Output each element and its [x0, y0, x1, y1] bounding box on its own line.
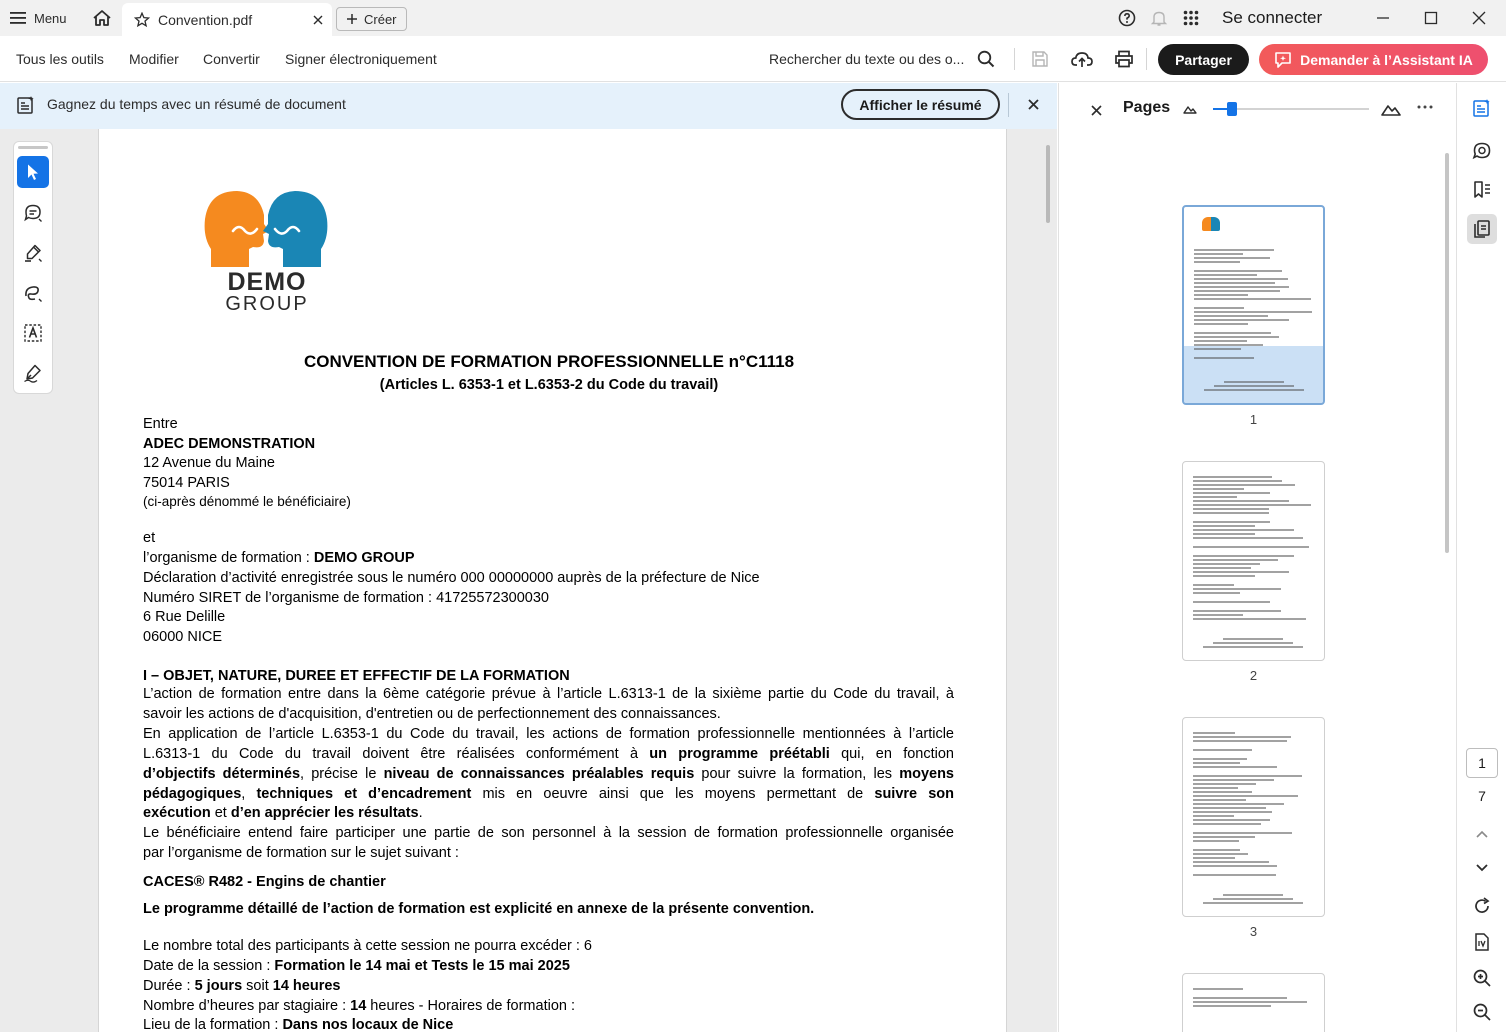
- thumbnail-footer-line: [1223, 894, 1283, 896]
- thumbnail-text-line: [1193, 791, 1252, 793]
- draw-tool-button[interactable]: [17, 277, 49, 309]
- quick-tools-panel: [13, 141, 53, 394]
- thumbnail-text-line: [1194, 253, 1243, 255]
- thumbnail-text-line: [1193, 537, 1303, 539]
- minimize-icon: [1376, 11, 1390, 25]
- thumbnail-text-line: [1193, 476, 1272, 478]
- page-thumbnail-4[interactable]: [1182, 973, 1325, 1032]
- e-sign-menu[interactable]: Signer électroniquement: [285, 51, 437, 67]
- p2-l3-bold-2: niveau de connaissances préalables requis: [383, 766, 695, 782]
- thumbnail-text-line: [1194, 278, 1288, 280]
- thumbnail-text-line: [1193, 874, 1276, 876]
- show-summary-button[interactable]: Afficher le résumé: [841, 89, 1000, 120]
- thumbnail-text-line: [1193, 529, 1294, 531]
- p2-l4-comma: ,: [241, 786, 257, 802]
- thumbnail-text-line: [1193, 588, 1281, 590]
- thumbnail-text-line: [1194, 274, 1257, 276]
- thumbnail-footer-line: [1223, 638, 1283, 640]
- date-value: Formation le 14 mai et Tests le 15 mai 2025: [274, 958, 570, 974]
- thumbnail-text-line: [1194, 311, 1312, 313]
- client-address-line1: 12 Avenue du Maine: [143, 455, 275, 471]
- thumbnail-text-line: [1194, 282, 1275, 284]
- save-icon: [1031, 50, 1049, 68]
- p2-l2-text: L.6313-1 du Code du travail doivent être réalisées conformément à: [143, 746, 650, 762]
- toolbar-divider: [1146, 48, 1147, 70]
- demo-group-logo: [203, 187, 333, 317]
- thumbnail-text-line: [1193, 997, 1287, 999]
- thumbnail-text-line: [1193, 584, 1234, 586]
- thumbnail-text-line: [1193, 988, 1243, 990]
- cloud-upload-button[interactable]: [1070, 47, 1094, 71]
- thumbnail-text-line: [1193, 865, 1277, 867]
- pages-panel-title: Pages: [1123, 99, 1171, 116]
- zoom-out-button[interactable]: [1467, 997, 1497, 1027]
- ai-summary-rail-button[interactable]: [1467, 93, 1497, 123]
- menu-label: Menu: [34, 10, 67, 26]
- thumbnail-text-line: [1194, 298, 1311, 300]
- sign-in-link[interactable]: Se connecter: [1222, 8, 1323, 27]
- banner-divider: [1008, 93, 1009, 117]
- client-name: ADEC DEMONSTRATION: [143, 436, 316, 452]
- thumbnail-text-line: [1193, 555, 1294, 557]
- thumbnail-text-line: [1194, 348, 1241, 350]
- document-viewer: [0, 129, 1057, 1032]
- zoom-in-button[interactable]: [1467, 963, 1497, 993]
- small-thumbnails-icon[interactable]: [1183, 103, 1197, 115]
- p2-l2-bold: un programme préétabli: [649, 746, 830, 762]
- comment-add-icon: [23, 203, 43, 223]
- thumbnail-text-line: [1193, 610, 1281, 612]
- text-box-icon: [23, 323, 43, 343]
- close-icon: [1028, 99, 1039, 110]
- rotate-icon: [1472, 896, 1492, 916]
- thumbnail-zoom-slider[interactable]: [1213, 108, 1369, 110]
- thumbnail-text-line: [1193, 803, 1284, 805]
- thumbnail-logo: [1202, 217, 1220, 231]
- annex-note: Le programme détaillé de l’action de formation est explicité en annexe de la présente convention.: [143, 901, 815, 917]
- pages-icon: [1472, 219, 1492, 239]
- p2-l2-text-end: qui, en fonction: [829, 746, 954, 762]
- chevron-down-icon: [1475, 863, 1489, 873]
- p2-l3-bold-3: moyens: [899, 766, 954, 782]
- page-thumbnail-1[interactable]: [1182, 205, 1325, 405]
- summary-banner: [0, 83, 1057, 129]
- ai-assistant-label: Demander à l’Assistant IA: [1300, 51, 1473, 68]
- bookmark-icon: [1472, 180, 1492, 200]
- save-button[interactable]: [1028, 47, 1052, 71]
- thumbnail-text-line: [1193, 496, 1237, 498]
- create-button[interactable]: [336, 7, 407, 31]
- thumbnail-text-line: [1193, 559, 1278, 561]
- thumbnail-text-line: [1194, 249, 1274, 251]
- pages-panel-scrollbar[interactable]: [1445, 153, 1449, 553]
- thumbnail-text-line: [1194, 323, 1248, 325]
- more-icon: [1417, 105, 1433, 109]
- thumbnail-text-line: [1193, 618, 1306, 620]
- banner-message: Gagnez du temps avec un résumé de document: [47, 96, 346, 112]
- fit-page-icon: [1472, 932, 1492, 952]
- ai-assistant-button[interactable]: [1259, 44, 1488, 75]
- fit-page-button[interactable]: [1467, 927, 1497, 957]
- org-address-line2: 06000 NICE: [143, 629, 222, 645]
- pdf-page: [98, 129, 1007, 1032]
- duration-hours: 14 heures: [272, 978, 341, 994]
- thumbnail-text-line: [1193, 840, 1239, 842]
- comments-rail-button[interactable]: [1467, 136, 1497, 166]
- thumbnail-text-line: [1194, 332, 1271, 334]
- thumbnail-text-line: [1193, 480, 1282, 482]
- thumbnail-text-line: [1193, 592, 1240, 594]
- thumbnail-text-line: [1193, 787, 1238, 789]
- thumbnail-text-line: [1194, 294, 1248, 296]
- duration-line: [143, 977, 340, 995]
- thumbnail-text-line: [1193, 512, 1269, 514]
- search-input[interactable]: Rechercher du texte ou des o...: [769, 51, 965, 67]
- thumbnail-footer-line: [1213, 898, 1293, 900]
- session-date-line: [143, 957, 570, 975]
- maximize-button[interactable]: [1420, 0, 1442, 36]
- thumbnail-text-line: [1193, 815, 1234, 817]
- previous-page-button[interactable]: [1467, 819, 1497, 849]
- page-thumbnail-2[interactable]: [1182, 461, 1325, 661]
- participants-line: Le nombre total des participants à cette session ne pourra excéder : 6: [143, 938, 592, 954]
- p2-l4-bold-2: techniques et d’encadrement: [256, 786, 472, 802]
- p2-l4-text: mis en oeuvre ainsi que les moyens permettant de: [471, 786, 875, 802]
- thumbnail-text-line: [1193, 601, 1270, 603]
- thumbnail-text-line: [1193, 849, 1240, 851]
- org-prefix: l’organisme de formation :: [143, 550, 314, 566]
- p2-l5-bold-2: d’en apprécier les résultats: [230, 805, 419, 821]
- and-label: et: [143, 530, 156, 546]
- p2-l5-period: .: [418, 805, 423, 821]
- hamburger-icon: [10, 11, 26, 25]
- thumbnail-text-line: [1193, 508, 1269, 510]
- select-tool-button[interactable]: [17, 156, 49, 188]
- org-address-line1: 6 Rue Delille: [143, 609, 226, 625]
- maximize-icon: [1424, 11, 1438, 25]
- thumbnail-text-line: [1194, 286, 1289, 288]
- hours-value: 14: [350, 998, 367, 1014]
- thumbnail-text-line: [1194, 344, 1263, 346]
- thumbnail-text-line: [1193, 758, 1247, 760]
- thumbnail-footer-line: [1213, 642, 1293, 644]
- course-title: CACES® R482 - Engins de chantier: [143, 874, 386, 890]
- client-address-line2: 75014 PARIS: [143, 475, 230, 491]
- place-label: Lieu de la formation :: [143, 1017, 283, 1032]
- thumbnail-text-line: [1193, 1001, 1307, 1003]
- thumbnail-footer-line: [1214, 385, 1294, 387]
- siret-line: Numéro SIRET de l’organisme de formation : 41725572300030: [143, 590, 549, 606]
- logo-text-group: GROUP: [225, 293, 309, 315]
- thumbnail-text-line: [1194, 357, 1254, 359]
- next-page-button[interactable]: [1467, 853, 1497, 883]
- paragraph-3-line2: par l’organisme de formation sur le sujet suivant :: [143, 845, 459, 861]
- close-tab-icon[interactable]: [312, 14, 324, 26]
- close-icon: [1091, 105, 1102, 116]
- thumbnail-text-line: [1194, 319, 1289, 321]
- thumbnail-text-line: [1193, 571, 1289, 573]
- thumbnail-text-line: [1193, 546, 1309, 548]
- star-icon[interactable]: [134, 12, 150, 28]
- p2-l4-bold-3: suivre son: [874, 786, 955, 802]
- current-page-input[interactable]: 1: [1466, 748, 1498, 778]
- thumbnail-text-line: [1193, 614, 1243, 616]
- thumbnail-text-line: [1193, 488, 1244, 490]
- minimize-button[interactable]: [1372, 0, 1394, 36]
- signature-pen-icon: [23, 363, 43, 383]
- paragraph-3-line1: Le bénéficiaire entend faire participer une partie de son personnel à la session de formation professionnelle organisée: [143, 825, 954, 841]
- highlighter-icon: [23, 243, 43, 263]
- pages-rail-button[interactable]: [1467, 214, 1497, 244]
- thumbnail-text-line: [1194, 261, 1240, 263]
- bookmarks-rail-button[interactable]: [1467, 175, 1497, 205]
- create-label: Créer: [364, 11, 397, 27]
- declaration-line: Déclaration d’activité enregistrée sous le numéro 000 00000000 auprès de la préfecture de Nice: [143, 570, 760, 586]
- thumbnail-text-line: [1194, 340, 1247, 342]
- share-button[interactable]: Partager: [1158, 44, 1249, 75]
- thumbnail-text-line: [1193, 811, 1272, 813]
- thumbnail-text-line: [1193, 567, 1251, 569]
- between-label: Entre: [143, 416, 178, 432]
- document-subtitle: (Articles L. 6353-1 et L.6353-2 du Code du travail): [379, 377, 719, 393]
- thumbnail-text-line: [1193, 783, 1256, 785]
- thumbnail-footer-line: [1224, 381, 1284, 383]
- edit-menu[interactable]: Modifier: [129, 51, 179, 67]
- thumbnail-text-line: [1193, 861, 1269, 863]
- client-note: (ci-après dénommé le bénéficiaire): [143, 494, 351, 509]
- thumbnail-text-line: [1194, 270, 1282, 272]
- thumbnail-text-line: [1193, 740, 1287, 742]
- thumbnail-text-line: [1193, 836, 1255, 838]
- thumbnail-text-line: [1193, 779, 1274, 781]
- thumbnail-text-line: [1193, 799, 1246, 801]
- freehand-draw-icon: [23, 283, 43, 303]
- hours-line: [143, 997, 575, 1015]
- all-tools-menu[interactable]: Tous les outils: [16, 51, 104, 67]
- search-icon: [977, 50, 995, 68]
- ai-assistant-icon: [1274, 51, 1292, 69]
- p2-l3-text-2: pour suivre la formation, les: [694, 766, 900, 782]
- duration-label: Durée :: [143, 978, 195, 994]
- paragraph-2-line3: [143, 764, 954, 784]
- zoom-in-icon: [1472, 968, 1492, 988]
- toolbar-divider: [1014, 48, 1015, 70]
- thumbnail-zoom-knob[interactable]: [1227, 102, 1237, 116]
- thumbnail-text-line: [1193, 525, 1255, 527]
- p2-l5-text: et: [210, 805, 231, 821]
- section-1-title: I – OBJET, NATURE, DUREE ET EFFECTIF DE LA FORMATION: [143, 668, 570, 684]
- visible-area-overlay[interactable]: [1184, 346, 1323, 405]
- p2-l3-text-1: , précise le: [300, 766, 384, 782]
- thumbnail-text-line: [1193, 749, 1252, 751]
- ai-document-icon: [1472, 98, 1492, 118]
- close-window-button[interactable]: [1468, 0, 1490, 36]
- notifications-button[interactable]: [1148, 0, 1170, 36]
- add-text-tool-button[interactable]: [17, 317, 49, 349]
- duration-days: 5 jours: [194, 978, 243, 994]
- search-button[interactable]: [974, 47, 998, 71]
- page-thumbnail-label-1: 1: [1249, 412, 1258, 427]
- p2-l5-bold-1: exécution: [143, 805, 211, 821]
- comment-icon: [1472, 141, 1492, 161]
- document-title: CONVENTION DE FORMATION PROFESSIONNELLE n°C1118: [303, 352, 795, 371]
- highlight-tool-button[interactable]: [17, 237, 49, 269]
- menu-button[interactable]: [10, 0, 67, 36]
- thumbnail-text-line: [1193, 807, 1266, 809]
- page-thumbnail-label-3: 3: [1249, 924, 1258, 939]
- thumbnail-text-line: [1193, 504, 1311, 506]
- p2-l4-bold-1: pédagogiques: [143, 786, 242, 802]
- thumbnail-text-line: [1193, 500, 1289, 502]
- page-thumbnail-label-2: 2: [1249, 668, 1258, 683]
- hours-label: Nombre d’heures par stagiaire :: [143, 998, 351, 1014]
- more-options-button[interactable]: [1415, 97, 1435, 117]
- org-line: [143, 549, 415, 567]
- tab-convention-pdf[interactable]: [122, 3, 332, 36]
- thumbnail-text-line: [1193, 832, 1292, 834]
- thumbnail-text-line: [1193, 823, 1261, 825]
- rotate-button[interactable]: [1467, 891, 1497, 921]
- thumbnail-text-line: [1194, 315, 1268, 317]
- thumbnail-text-line: [1194, 307, 1244, 309]
- pages-panel: [1058, 83, 1456, 1032]
- hours-suffix: heures - Horaires de formation :: [366, 998, 576, 1014]
- comment-tool-button[interactable]: [17, 197, 49, 229]
- thumbnail-text-line: [1193, 857, 1235, 859]
- thumbnail-text-line: [1194, 257, 1270, 259]
- place-line: [143, 1016, 453, 1032]
- thumbnail-text-line: [1193, 492, 1270, 494]
- tab-title: Convention.pdf: [158, 11, 253, 28]
- zoom-out-icon: [1472, 1002, 1492, 1022]
- convert-menu[interactable]: Convertir: [203, 51, 260, 67]
- home-icon: [92, 9, 112, 27]
- thumbnail-text-line: [1193, 533, 1255, 535]
- logo-heads-icon: [203, 187, 333, 275]
- chevron-up-icon: [1475, 829, 1489, 839]
- thumbnail-text-line: [1193, 766, 1277, 768]
- close-icon: [1472, 11, 1486, 25]
- org-name: DEMO GROUP: [313, 550, 415, 566]
- main-toolbar: [0, 36, 1506, 82]
- paragraph-1-line2: savoir les actions de d'acquisition, d'entretien ou de perfectionnement des connaissances.: [143, 706, 721, 722]
- thumbnail-footer-line: [1203, 646, 1303, 648]
- thumbnail-text-line: [1193, 732, 1235, 734]
- title-bar: [0, 0, 1506, 36]
- paragraph-1-line1: L’action de formation entre dans la 6ème catégorie prévue à l’article L.6313-1 de la sixième partie du Code du travail, à: [143, 686, 954, 702]
- place-value: Dans nos locaux de Nice: [282, 1017, 454, 1032]
- cloud-upload-icon: [1071, 50, 1093, 68]
- thumbnail-text-line: [1193, 853, 1248, 855]
- paragraph-2-line1: En application de l’article L.6353-1 du Code du travail, les actions de formation professionnelle mentionnées à l’article: [143, 726, 954, 742]
- sign-tool-button[interactable]: [17, 357, 49, 389]
- thumbnail-text-line: [1193, 1005, 1271, 1007]
- duration-mid: soit: [242, 978, 273, 994]
- thumbnail-text-line: [1193, 521, 1270, 523]
- large-thumbnails-icon[interactable]: [1381, 101, 1401, 117]
- bell-icon: [1150, 9, 1168, 27]
- logo-text-demo: DEMO: [227, 268, 307, 296]
- p2-l3-bold-1: d’objectifs déterminés: [143, 766, 301, 782]
- print-icon: [1114, 50, 1134, 68]
- home-button[interactable]: [90, 0, 114, 36]
- date-label: Date de la session :: [143, 958, 275, 974]
- document-scrollbar[interactable]: [1046, 145, 1050, 223]
- paragraph-2-line4: [143, 784, 954, 804]
- thumbnail-text-line: [1193, 563, 1260, 565]
- thumbnail-text-line: [1193, 736, 1291, 738]
- thumbnail-text-line: [1193, 775, 1302, 777]
- paragraph-2-line5: [143, 804, 423, 822]
- close-banner-button[interactable]: [1024, 94, 1042, 114]
- thumbnail-footer-line: [1203, 902, 1303, 904]
- right-rail: [1456, 83, 1506, 1032]
- help-icon: [1118, 9, 1136, 27]
- thumbnail-text-line: [1193, 795, 1298, 797]
- thumbnail-footer-line: [1204, 389, 1304, 391]
- thumbnail-text-line: [1193, 575, 1255, 577]
- paragraph-2-line2: [143, 744, 954, 764]
- apps-grid-icon: [1183, 10, 1199, 26]
- plus-icon: [346, 13, 358, 25]
- thumbnail-text-line: [1193, 762, 1240, 764]
- close-pages-panel-button[interactable]: [1087, 101, 1105, 119]
- total-pages: 7: [1478, 788, 1486, 804]
- page-thumbnail-3[interactable]: [1182, 717, 1325, 917]
- help-button[interactable]: [1116, 0, 1138, 36]
- drag-handle[interactable]: [18, 146, 48, 149]
- print-button[interactable]: [1112, 47, 1136, 71]
- thumbnail-text-line: [1193, 819, 1270, 821]
- thumbnail-text-line: [1193, 484, 1295, 486]
- thumbnail-text-line: [1194, 336, 1279, 338]
- document-summary-icon: [16, 95, 36, 115]
- thumbnail-text-line: [1194, 290, 1280, 292]
- cursor-arrow-icon: [25, 163, 41, 181]
- apps-button[interactable]: [1180, 0, 1202, 36]
